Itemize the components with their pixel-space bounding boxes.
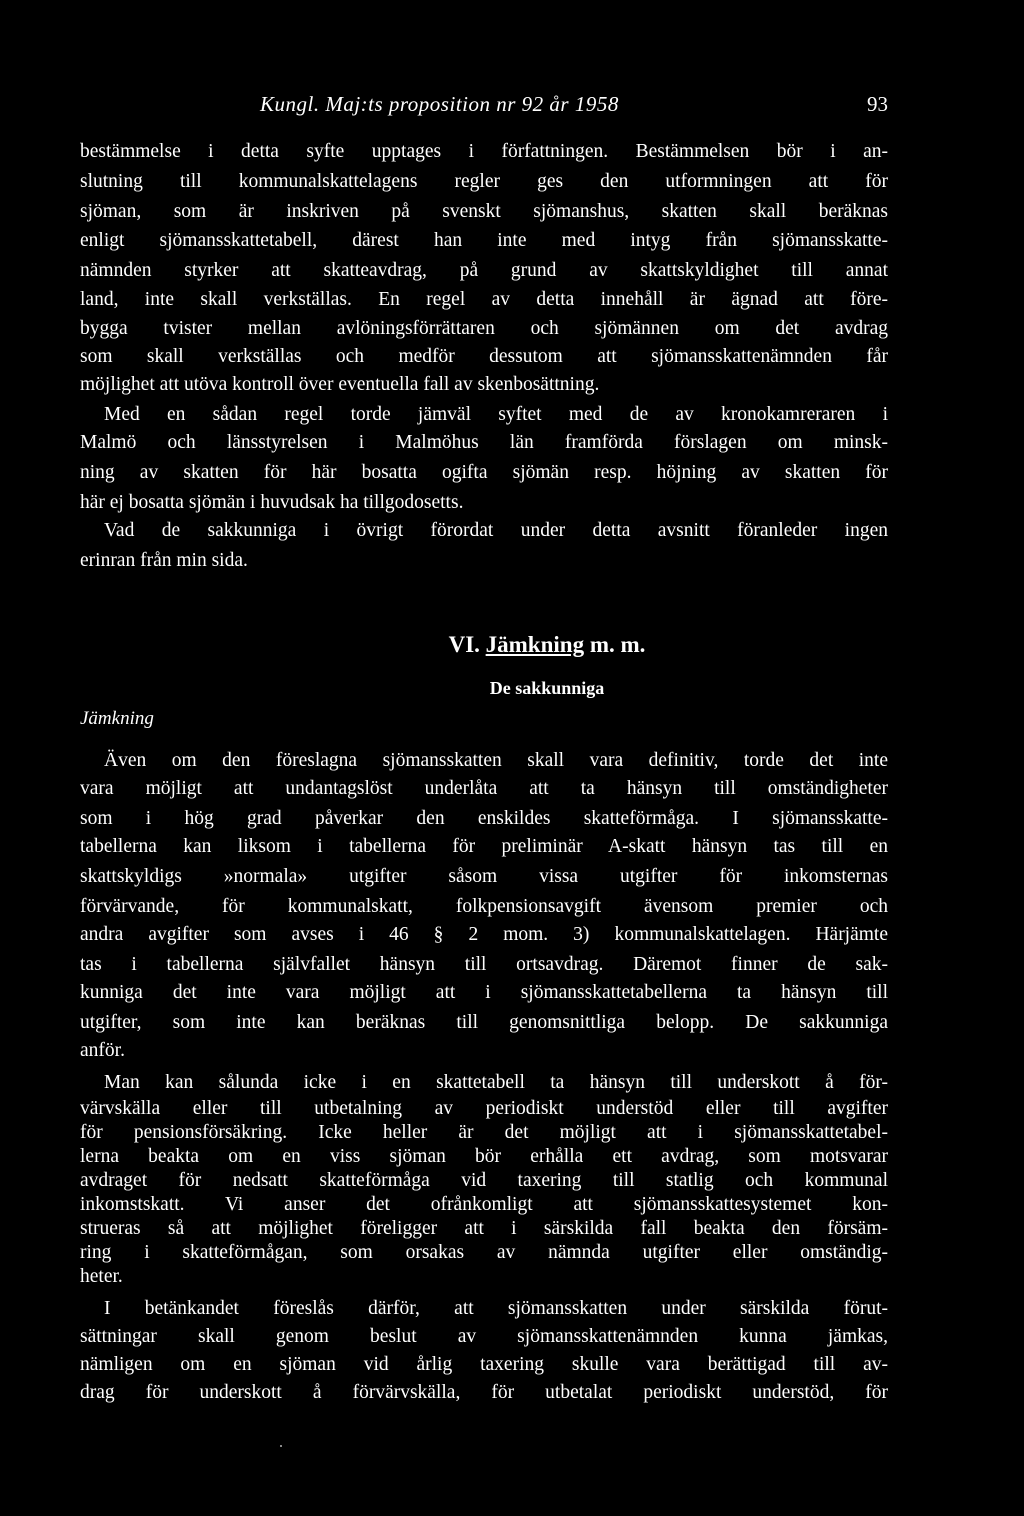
page-header — [80, 92, 888, 124]
text-line: utgifter, som inte kan beräknas till genomsnittliga belopp. De sakkunniga — [80, 1012, 888, 1033]
section-subheading: De sakkunniga — [489, 678, 605, 698]
text-line: Malmö och länsstyrelsen i Malmöhus län framförda förslagen om minsk- — [80, 432, 888, 453]
text-line: tabellerna kan liksom i tabellerna för preliminär A-skatt hänsyn tas till en — [80, 836, 888, 857]
text-line: drag för underskott å förvärvskälla, för utbetalat periodiskt understöd, för — [80, 1382, 888, 1403]
text-line: bygga tvister mellan avlöningsförrättaren och sjömännen om det avdrag — [80, 318, 888, 339]
text-line: andra avgifter som avses i 46 § 2 mom. 3) kommunalskattelagen. Härjämte — [80, 924, 888, 945]
running-title: Kungl. Maj:ts proposition nr 92 år 1958 — [260, 92, 619, 116]
section-heading: VI. Jämkning m. m. — [448, 632, 646, 657]
text-line: slutning till kommunalskattelagens regler ges den utformningen att för — [80, 171, 888, 192]
text-line: land, inte skall verkställas. En regel av detta innehåll är ägnad att före- — [80, 289, 888, 310]
text-line: heter. — [80, 1266, 123, 1287]
text-line: I betänkandet föreslås därför, att sjömansskatten under särskilda förut- — [104, 1298, 888, 1319]
text-line: som i hög grad påverkar den enskildes skatteförmåga. I sjömansskatte- — [80, 808, 888, 829]
page-number: 93 — [867, 92, 888, 116]
text-line: nämligen om en sjöman vid årlig taxering skulle vara berättigad till av- — [80, 1354, 888, 1375]
margin-note: Jämkning — [80, 708, 154, 729]
text-line: här ej bosatta sjömän i huvudsak ha tillgodosetts. — [80, 492, 464, 513]
text-line: bestämmelse i detta syfte upptages i författningen. Bestämmelsen bör i an- — [80, 141, 888, 162]
text-line: ring i skatteförmågan, som orsakas av nämnda utgifter eller omständig- — [80, 1242, 888, 1263]
text-line: Man kan sålunda icke i en skattetabell ta hänsyn till underskott å för- — [104, 1072, 888, 1093]
text-line: vara möjligt att undantagslöst underlåta att ta hänsyn till omständigheter — [80, 778, 888, 799]
text-line: enligt sjömansskattetabell, därest han inte med intyg från sjömansskatte- — [80, 230, 888, 251]
text-line: värvskälla eller till utbetalning av periodiskt understöd eller till avgifter — [80, 1098, 888, 1119]
text-line: förvärvande, för kommunalskatt, folkpensionsavgift ävensom premier och — [80, 896, 888, 917]
text-line: kunniga det inte vara möjligt att i sjömansskattetabellerna ta hänsyn till — [80, 982, 888, 1003]
text-line: Vad de sakkunniga i övrigt förordat under detta avsnitt föranleder ingen — [104, 520, 888, 541]
text-line: tas i tabellerna självfallet hänsyn till ortsavdrag. Däremot finner de sak- — [80, 954, 888, 975]
text-line: som skall verkställas och medför dessutom att sjömansskattenämnden får — [80, 346, 888, 367]
text-line: möjlighet att utöva kontroll över eventuella fall av skenbosättning. — [80, 374, 600, 395]
text-line: Även om den föreslagna sjömansskatten skall vara definitiv, torde det inte — [104, 750, 888, 771]
text-line: nämnden styrker att skatteavdrag, på grund av skattskyldighet till annat — [80, 260, 888, 281]
text-line: sättningar skall genom beslut av sjömansskattenämnden kunna jämkas, — [80, 1326, 888, 1347]
text-line: avdraget för nedsatt skatteförmåga vid taxering till statlig och kommunal — [80, 1170, 888, 1191]
text-line: erinran från min sida. — [80, 550, 248, 571]
scan-speck — [280, 1445, 282, 1447]
text-line: för pensionsförsäkring. Icke heller är det möjligt att i sjömansskattetabel- — [80, 1122, 888, 1143]
text-line: ning av skatten för här bosatta ogifta sjömän resp. höjning av skatten för — [80, 462, 888, 483]
text-line: strueras så att möjlighet föreligger att i särskilda fall beakta den försäm- — [80, 1218, 888, 1239]
text-line: sjöman, som är inskriven på svenskt sjömanshus, skatten skall beräknas — [80, 201, 888, 222]
text-line: skattskyldigs »normala» utgifter såsom vissa utgifter för inkomsternas — [80, 866, 888, 887]
text-line: inkomstskatt. Vi anser det ofrånkomligt att sjömansskattesystemet kon- — [80, 1194, 888, 1215]
text-line: Med en sådan regel torde jämväl syftet med de av kronokamreraren i — [104, 404, 888, 425]
text-line: anför. — [80, 1040, 125, 1061]
text-line: lerna beakta om en viss sjöman bör erhålla ett avdrag, som motsvarar — [80, 1146, 888, 1167]
